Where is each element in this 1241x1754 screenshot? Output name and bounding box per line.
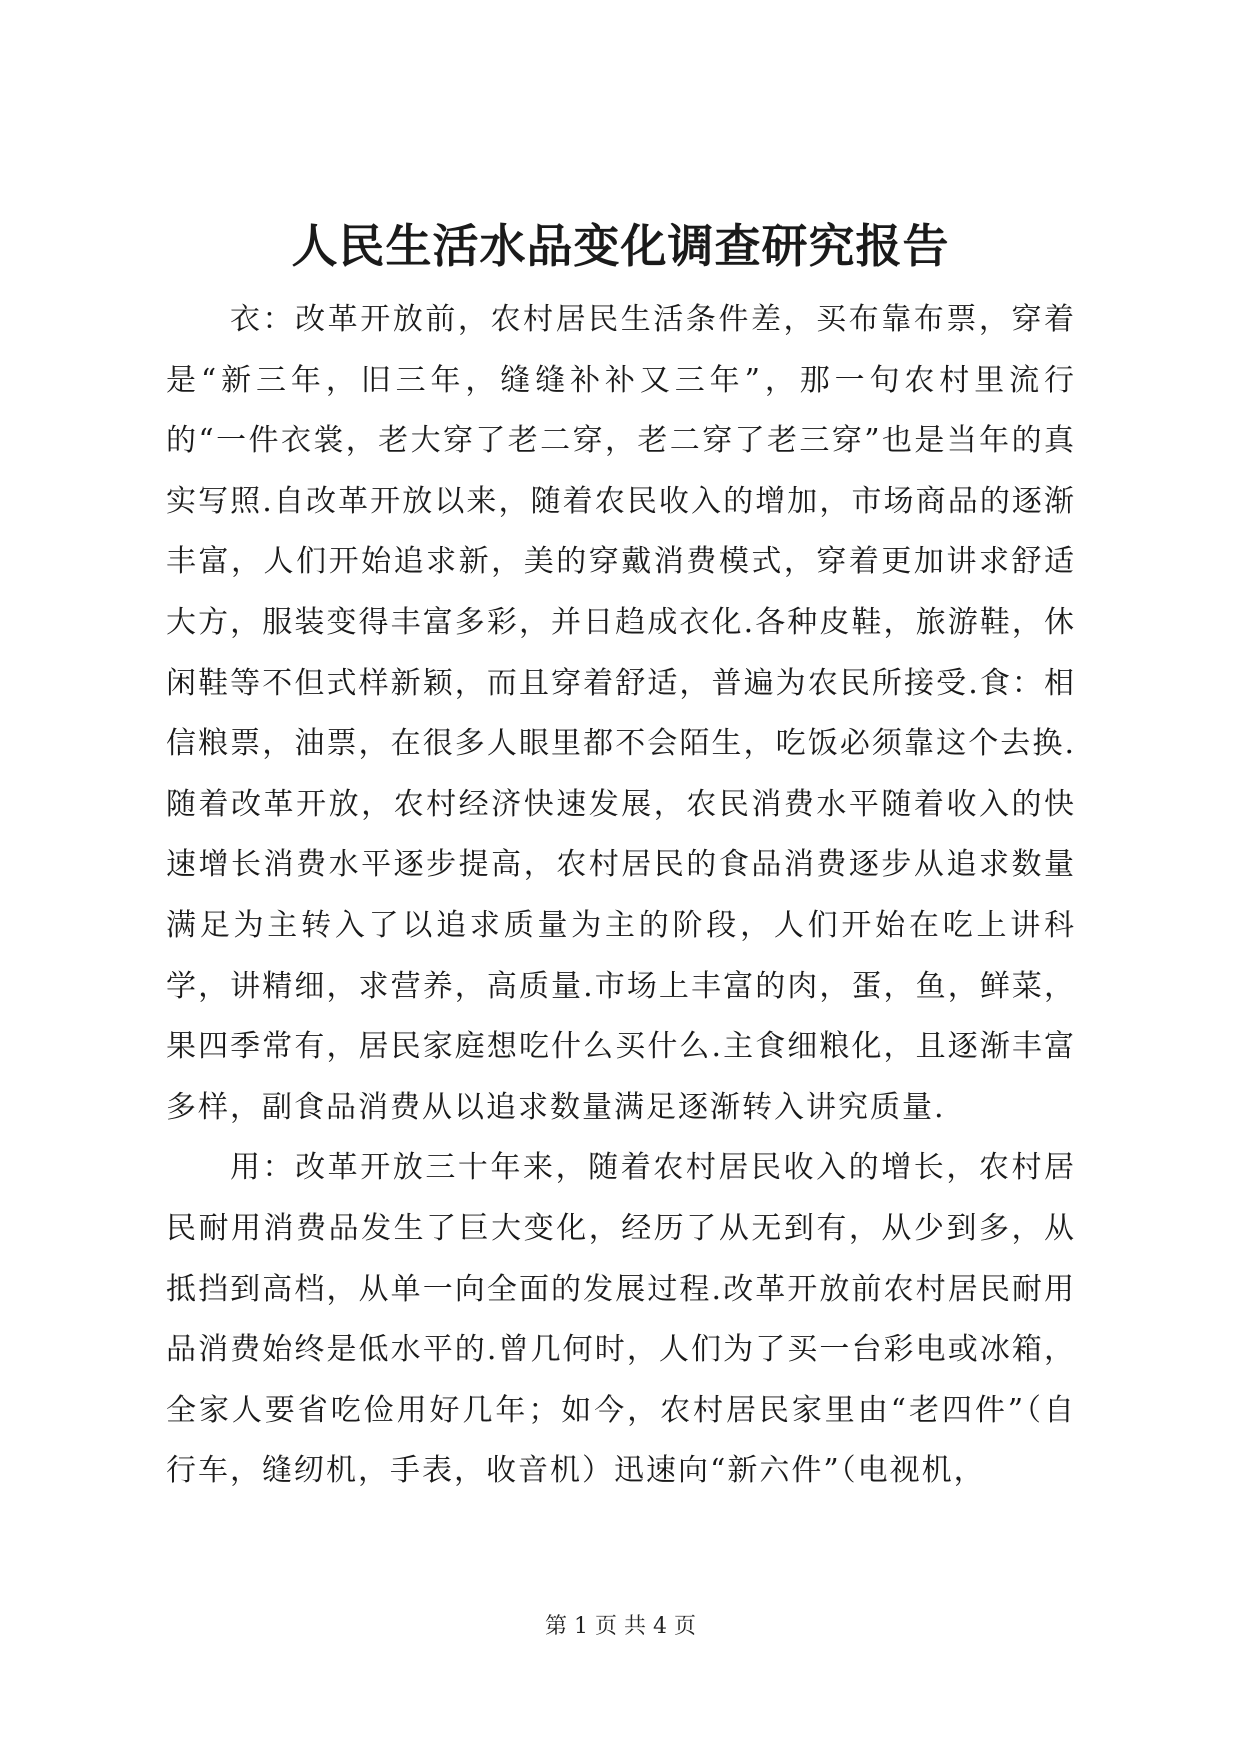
paragraph-durable-goods: 用：改革开放三十年来，随着农村居民收入的增长，农村居民耐用消费品发生了巨大变化，经历了从无到有，从少到多，从抵挡到高档，从单一向全面的发展过程.改革开放前农村居民耐用品消费始终是低水平的.曾几何时，人们为了买一台彩电或冰箱，全家人要省吃俭用好几年；如今，农村居民家里由“老四件”（自行车，缝纫机，手表，收音机）迅速向“新六件”（电视机，: [166, 1150, 1076, 1489]
paragraph-clothing-food: 衣：改革开放前，农村居民生活条件差，买布靠布票，穿着是“新三年，旧三年，缝缝补补又三年”，那一句农村里流行的“一件衣裳，老大穿了老二穿，老二穿了老三穿”也是当年的真实写照.自改革开放以来，随着农民收入的增加，市场商品的逐渐丰富，人们开始追求新，美的穿戴消费模式，穿着更加讲求舒适大方，服装变得丰富多彩，并日趋成衣化.各种皮鞋，旅游鞋，休闲鞋等不但式样新颖，而且穿着舒适，普遍为农民所接受.食：相信粮票，油票，在很多人眼里都不会陌生，吃饭必须靠这个去换.随着改革开放，农村经济快速发展，农民消费水平随着收入的快速增长消费水平逐步提高，农村居民的食品消费逐步从追求数量满足为主转入了以追求质量为主的阶段，人们开始在吃上讲科学，讲精细，求营养，高质量.市场上丰富的肉，蛋，鱼，鲜菜，果四季常有，居民家庭想吃什么买什么.主食细粮化，且逐渐丰富多样，副食品消费从以追求数量满足逐渐转入讲究质量.: [166, 302, 1076, 1125]
document-body: [166, 290, 1076, 1502]
document-title: 人民生活水品变化调查研究报告: [291, 219, 950, 273]
page-number-footer: 第 1 页 共 4 页: [545, 1614, 696, 1639]
